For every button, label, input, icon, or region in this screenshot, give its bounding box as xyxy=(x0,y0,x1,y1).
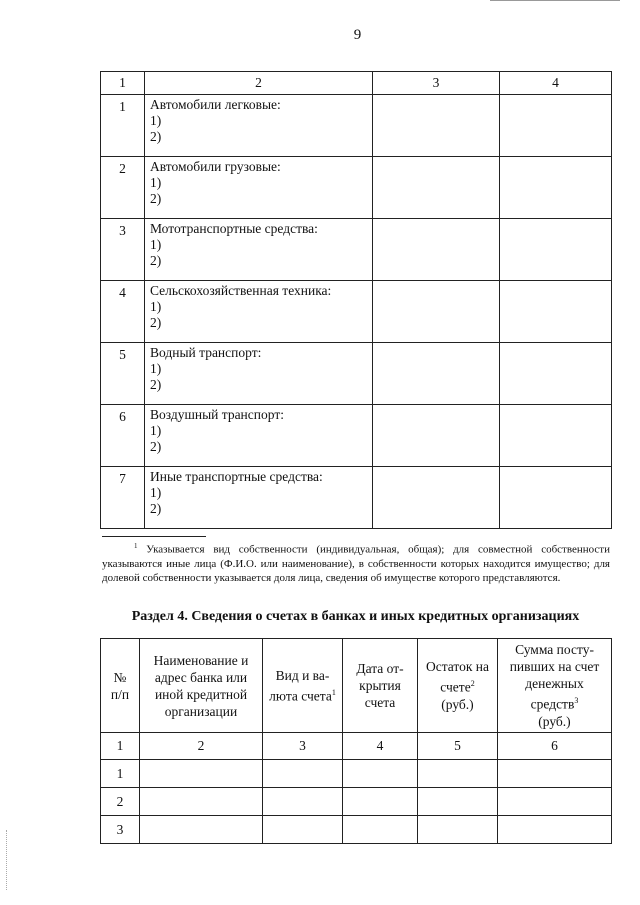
column-number: 4 xyxy=(343,733,418,760)
vehicle-type-cell[interactable] xyxy=(145,95,373,157)
blank-cell[interactable] xyxy=(498,760,612,788)
row-number: 2 xyxy=(101,157,145,219)
blank-cell[interactable] xyxy=(373,219,500,281)
header-cell: 3 xyxy=(373,72,500,95)
entry-line: 2) xyxy=(150,501,162,516)
table-row xyxy=(101,95,612,157)
table-row xyxy=(101,343,612,405)
column-number: 5 xyxy=(418,733,498,760)
entry-line: 1) xyxy=(150,361,162,376)
blank-cell[interactable] xyxy=(500,157,612,219)
vehicle-type-title: Автомобили грузовые: xyxy=(150,159,281,174)
entry-line: 1) xyxy=(150,237,162,252)
section-title: Раздел 4. Сведения о счетах в банках и иных кредитных организациях xyxy=(131,609,580,624)
blank-cell[interactable] xyxy=(498,788,612,816)
page-number: 9 xyxy=(353,27,362,43)
vehicle-type-title: Водный транспорт: xyxy=(150,345,262,360)
header-cell: 4 xyxy=(500,72,612,95)
entry-line: 1) xyxy=(150,485,162,500)
entry-line: 2) xyxy=(150,129,162,144)
blank-cell[interactable] xyxy=(418,816,498,844)
table-header-row xyxy=(101,639,612,733)
blank-cell[interactable] xyxy=(263,816,343,844)
blank-cell[interactable] xyxy=(500,281,612,343)
blank-cell[interactable] xyxy=(373,467,500,529)
header-cell-balance: Остаток на счете$^2$ (руб.) xyxy=(418,639,498,733)
blank-cell[interactable] xyxy=(343,816,418,844)
table-row xyxy=(101,219,612,281)
blank-cell[interactable] xyxy=(373,157,500,219)
vehicle-type-cell[interactable] xyxy=(145,219,373,281)
blank-cell[interactable] xyxy=(498,816,612,844)
column-number: 3 xyxy=(263,733,343,760)
column-number-row xyxy=(101,733,612,760)
entry-line: 1) xyxy=(150,299,162,314)
blank-cell[interactable] xyxy=(373,95,500,157)
vehicle-type-cell[interactable] xyxy=(145,467,373,529)
blank-cell[interactable] xyxy=(500,343,612,405)
blank-cell[interactable] xyxy=(140,816,263,844)
header-cell-number: № п/п xyxy=(101,639,140,733)
footnote-text: Указывается вид собственности (индивидуальная, общая); для совместной собственности указываются иные лица (Ф.И.О. или наименование), в собственности которых находится имущество; для долевой собственности указывается доля лица, сведения об имуществе которого представляются. xyxy=(102,543,610,584)
row-number: 1 xyxy=(101,760,140,788)
blank-cell[interactable] xyxy=(140,760,263,788)
header-cell-received-funds: Сумма посту- пивших на счет денежных средств$^3$ (руб.) xyxy=(498,639,612,733)
vehicle-type-cell[interactable] xyxy=(145,157,373,219)
blank-cell[interactable] xyxy=(418,788,498,816)
entry-line: 2) xyxy=(150,439,162,454)
column-number: 2 xyxy=(140,733,263,760)
entry-line: 1) xyxy=(150,423,162,438)
header-cell: 1 xyxy=(101,72,145,95)
blank-cell[interactable] xyxy=(500,95,612,157)
vehicle-type-title: Автомобили легковые: xyxy=(150,97,281,112)
row-number: 6 xyxy=(101,405,145,467)
blank-cell[interactable] xyxy=(373,281,500,343)
entry-line: 2) xyxy=(150,315,162,330)
blank-cell[interactable] xyxy=(418,760,498,788)
table-row xyxy=(101,157,612,219)
entry-line: 2) xyxy=(150,377,162,392)
table-row xyxy=(101,788,612,816)
blank-cell[interactable] xyxy=(343,760,418,788)
blank-cell[interactable] xyxy=(500,405,612,467)
vehicle-type-title: Сельскохозяйственная техника: xyxy=(150,283,332,298)
vehicle-type-title: Иные транспортные средства: xyxy=(150,469,323,484)
row-number: 5 xyxy=(101,343,145,405)
blank-cell[interactable] xyxy=(343,788,418,816)
vehicle-type-title: Воздушный транспорт: xyxy=(150,407,284,422)
header-cell: 2 xyxy=(145,72,373,95)
footnote xyxy=(102,539,610,585)
header-cell-open-date: Дата от- крытия счета xyxy=(343,639,418,733)
row-number: 3 xyxy=(101,219,145,281)
header-cell-bank-name: Наименование и адрес банка или иной кредитной организации xyxy=(140,639,263,733)
table-row xyxy=(101,281,612,343)
blank-cell[interactable] xyxy=(263,760,343,788)
scan-edge-mark xyxy=(6,830,7,890)
table-row xyxy=(101,467,612,529)
header-cell-account-type: Вид и ва- люта счета$^1$ xyxy=(263,639,343,733)
table-row xyxy=(101,760,612,788)
table-header-row xyxy=(101,72,612,95)
footnote-rule xyxy=(102,536,206,537)
row-number: 2 xyxy=(101,788,140,816)
blank-cell[interactable] xyxy=(373,405,500,467)
entry-line: 1) xyxy=(150,175,162,190)
row-number: 7 xyxy=(101,467,145,529)
table-row xyxy=(101,405,612,467)
blank-cell[interactable] xyxy=(140,788,263,816)
vehicle-type-cell[interactable] xyxy=(145,281,373,343)
blank-cell[interactable] xyxy=(500,219,612,281)
footnote-marker: 1 xyxy=(134,542,138,550)
vehicles-table xyxy=(100,71,612,529)
vehicle-type-cell[interactable] xyxy=(145,405,373,467)
row-number: 1 xyxy=(101,95,145,157)
vehicle-type-cell[interactable] xyxy=(145,343,373,405)
column-number: 1 xyxy=(101,733,140,760)
entry-line: 1) xyxy=(150,113,162,128)
scan-edge-line xyxy=(490,0,620,1)
row-number: 3 xyxy=(101,816,140,844)
blank-cell[interactable] xyxy=(500,467,612,529)
vehicle-type-title: Мототранспортные средства: xyxy=(150,221,318,236)
blank-cell[interactable] xyxy=(373,343,500,405)
bank-accounts-table xyxy=(100,638,612,844)
entry-line: 2) xyxy=(150,253,162,268)
column-number: 6 xyxy=(498,733,612,760)
blank-cell[interactable] xyxy=(263,788,343,816)
entry-line: 2) xyxy=(150,191,162,206)
row-number: 4 xyxy=(101,281,145,343)
table-row xyxy=(101,816,612,844)
